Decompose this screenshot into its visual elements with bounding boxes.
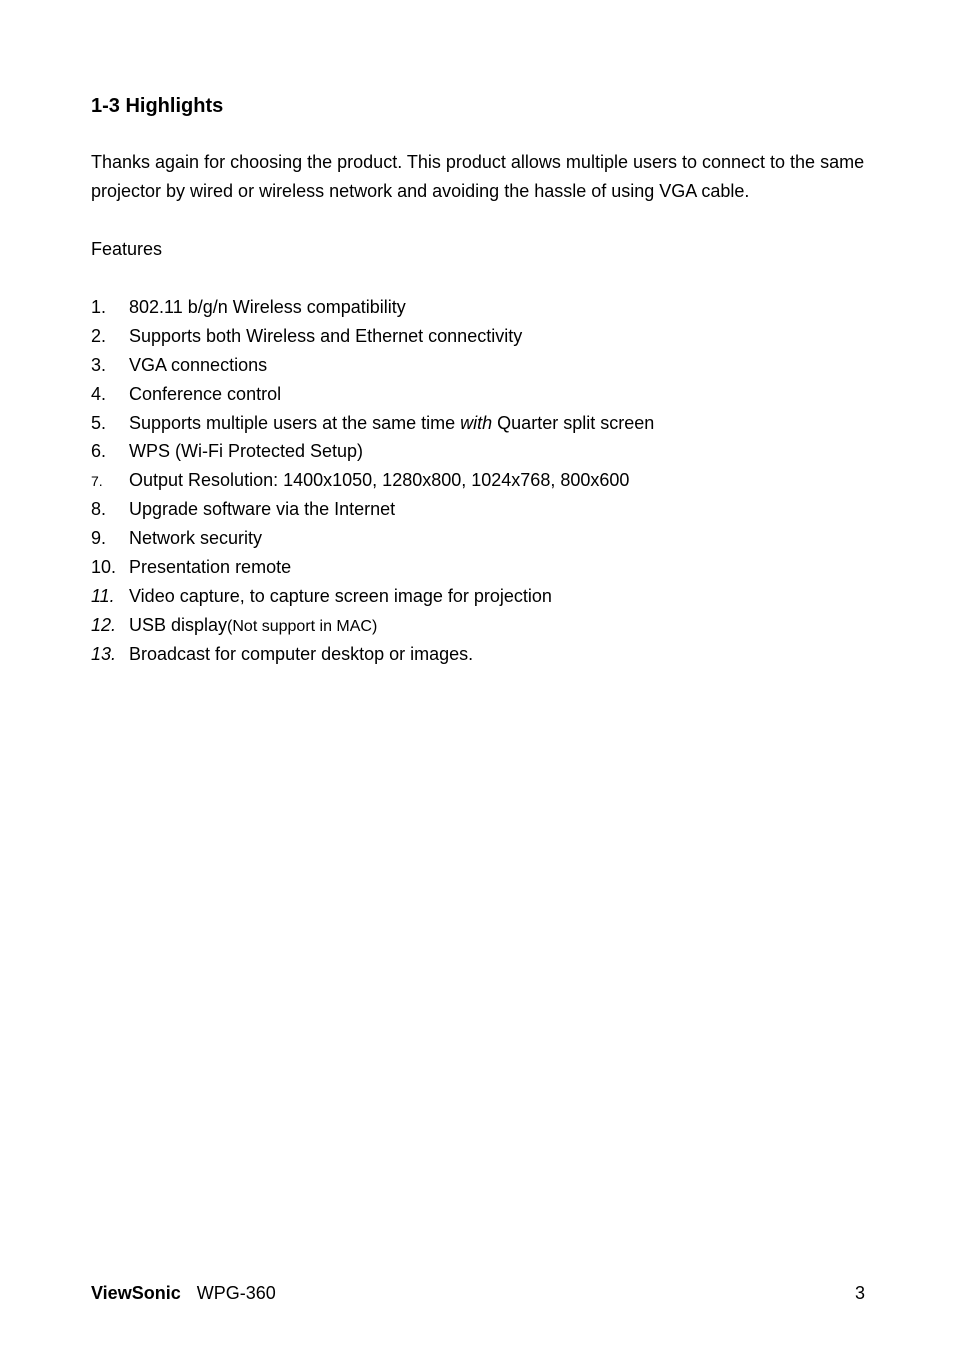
- feature-text: Output Resolution: 1400x1050, 1280x800, 1024x768, 800x600: [129, 470, 630, 491]
- feature-text: WPS (Wi-Fi Protected Setup): [129, 441, 364, 462]
- feature-item: [91, 351, 891, 380]
- feature-item: [91, 582, 891, 611]
- feature-item: [91, 409, 891, 438]
- feature-text: Broadcast for computer desktop or images.: [129, 643, 474, 664]
- feature-text: USB display: [129, 614, 228, 635]
- feature-number: 4.: [91, 383, 107, 404]
- feature-item: [91, 380, 891, 409]
- feature-number: 1.: [91, 297, 107, 317]
- feature-item: [91, 553, 891, 582]
- intro-paragraph: Thanks again for choosing the product. This product allows multiple users to connect to the same projector by wired or wireless network and avoiding the hassle of using VGA cable.: [91, 152, 865, 201]
- feature-number: 13.: [91, 643, 117, 664]
- feature-text: Supports both Wireless and Ethernet connectivity: [129, 325, 523, 346]
- feature-number: 9.: [91, 528, 107, 549]
- feature-item: [91, 293, 891, 322]
- feature-item: [91, 640, 891, 669]
- feature-note: (Not support in MAC): [227, 617, 378, 635]
- feature-text: Upgrade software via the Internet: [129, 499, 396, 520]
- feature-text-after: Quarter split screen: [492, 412, 655, 433]
- feature-text: Conference control: [129, 383, 282, 404]
- feature-number: 2.: [91, 325, 107, 346]
- feature-number: 8.: [91, 499, 107, 520]
- feature-text: [129, 413, 654, 433]
- footer-model: WPG-360: [196, 1283, 276, 1303]
- feature-text: Video capture, to capture screen image for projection: [129, 585, 552, 606]
- feature-text: 802.11 b/g/n Wireless compatibility: [129, 297, 406, 317]
- page-footer: [91, 1280, 865, 1306]
- feature-text: Presentation remote: [129, 557, 292, 578]
- feature-item: [91, 495, 891, 524]
- feature-item: [91, 466, 891, 495]
- feature-number: 3.: [91, 354, 107, 375]
- feature-list: [91, 293, 891, 669]
- feature-number: 10.: [91, 557, 117, 578]
- feature-number: 6.: [91, 441, 107, 462]
- feature-text-before: Supports multiple users at the same time: [129, 412, 461, 433]
- footer-brand: ViewSonic: [91, 1283, 181, 1303]
- features-heading: Features: [91, 239, 163, 259]
- feature-item: [91, 611, 891, 640]
- section-title: 1-3 Highlights: [91, 95, 224, 117]
- feature-item: [91, 322, 891, 351]
- feature-item: [91, 437, 891, 466]
- feature-number: 12.: [91, 614, 117, 635]
- feature-text: Network security: [129, 528, 263, 549]
- feature-number: 11.: [91, 585, 115, 606]
- feature-number: 5.: [91, 412, 107, 433]
- page-number: 3: [854, 1283, 865, 1303]
- feature-text: VGA connections: [129, 354, 268, 375]
- feature-text-italic: with: [460, 412, 493, 433]
- feature-number: 7.: [91, 473, 103, 490]
- feature-item: [91, 524, 891, 553]
